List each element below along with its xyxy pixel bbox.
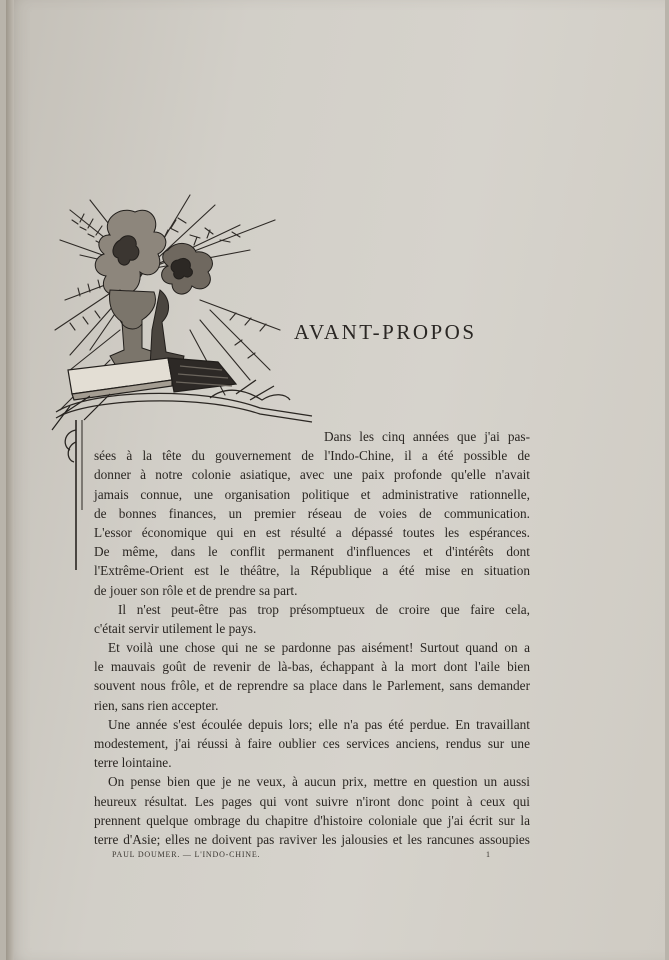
text-line: de jouer son rôle et de prendre sa part. [94,582,298,598]
text-line: sées à la tête du gouvernement de l'Indo-Chine, il a été possible de [94,448,530,464]
text-line: le mauvais goût de revenir de là-bas, échappant à la mort dont l'aile bien [94,659,530,675]
running-footer-signature: PAUL DOUMER. — L'INDO-CHINE. [112,850,261,859]
text-line: l'Extrême-Orient est le théâtre, la République a été mise en situation [94,563,530,579]
text-line: Il n'est peut-être pas trop présomptueux de croire que faire cela, [118,601,530,617]
page-title: AVANT-PROPOS [294,320,477,344]
text-line: de bonnes finances, un premier réseau de voies de communication. [94,505,530,521]
text-line: Dans les cinq années que j'ai pas- [324,429,530,444]
text-line: souvent nous frôle, et de reprendre sa place dans le Parlement, sans demander [94,678,530,694]
page-binding-edge [6,0,14,960]
text-line: donner à notre colonie asiatique, avec une paix profonde qu'elle n'avait [94,467,530,483]
text-line: Et voilà une chose qui ne se pardonne pas aisément! Surtout quand on a [108,640,530,656]
text-line: c'était servir utilement le pays. [94,620,257,636]
text-line: Une année s'est écoulée depuis lors; elle n'a pas été perdue. En travaillant [108,716,530,732]
text-line: rien, sans rien accepter. [94,697,219,713]
body-text [94,427,530,849]
text-line: On pense bien que je ne veux, à aucun prix, mettre en question un aussi [108,774,530,790]
text-line: De même, dans le conflit permanent d'influences et d'intérêts dont [94,544,530,560]
text-line: prennent quelque ombrage du chapitre d'histoire coloniale que j'ai écrit sur la [94,812,530,828]
text-line: modestement, j'ai réussi à faire oublier ces services anciens, rendus sur une [94,736,530,751]
text-line: terre d'Asie; elles ne doivent pas raviver les jalousies et les rancunes assoupies [94,831,530,847]
book-page [6,0,665,960]
text-line: L'essor économique qui en est résulté a dépassé toutes les espérances. [94,524,530,540]
text-line: heureux résultat. Les pages qui vont suivre n'iront donc point à ceux qui [94,793,530,809]
text-line: jamais connue, une organisation politique et administrative rationnelle, [94,486,530,502]
text-line: terre lointaine. [94,755,172,771]
sheet-mark: 1 [486,850,490,859]
